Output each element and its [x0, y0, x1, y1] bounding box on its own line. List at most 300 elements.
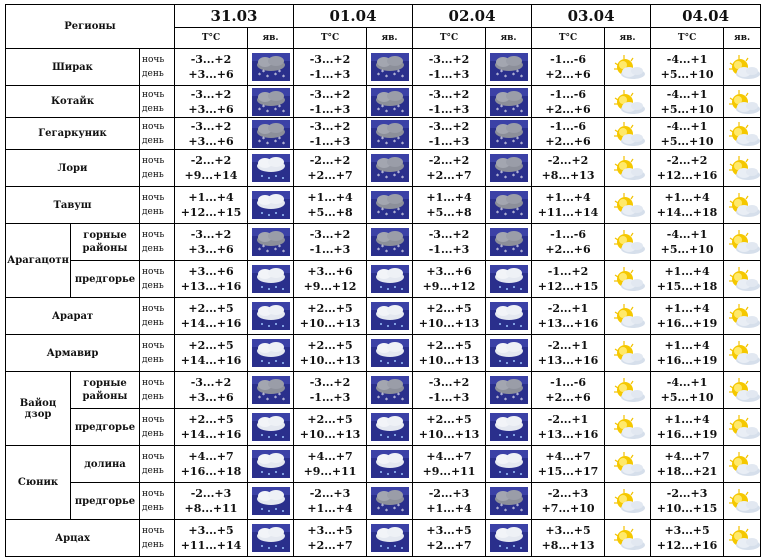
day-temp: +2...+7: [307, 539, 353, 552]
night-temp: +3...+5: [307, 524, 353, 537]
svg-text:*: *: [376, 395, 380, 402]
night-day-labels: [140, 298, 175, 335]
svg-text:*: *: [261, 135, 265, 143]
temperature-cell: [294, 150, 367, 187]
temperature-cell: [175, 150, 248, 187]
weather-icon-cell: [367, 261, 413, 298]
snow-cloud-icon: [490, 154, 528, 182]
svg-text:*: *: [257, 106, 261, 114]
snow-cloud-icon: [252, 120, 290, 148]
weather-icon-cell: [724, 224, 761, 261]
svg-text:*: *: [261, 392, 265, 399]
weather-icon-cell: [248, 187, 294, 224]
svg-text:*: *: [392, 173, 396, 180]
svg-text:*: *: [376, 247, 380, 254]
svg-text:*: *: [400, 74, 404, 81]
svg-text:*: *: [495, 106, 499, 114]
svg-text:*: *: [265, 74, 269, 81]
night-temp: -3...+2: [428, 87, 470, 101]
night-day-labels: [140, 483, 175, 520]
temperature-cell: [532, 187, 605, 224]
svg-text:*: *: [376, 138, 380, 146]
region-label: Лори: [6, 150, 140, 187]
weather-icon-cell: [248, 150, 294, 187]
sun-cloud-icon: [609, 524, 647, 552]
weather-icon-cell: [248, 446, 294, 483]
weather-icon-cell: [486, 335, 532, 372]
svg-text:*: *: [376, 106, 380, 114]
snow-cloud-icon: [490, 88, 528, 116]
day-label: день: [142, 355, 164, 365]
night-temp: +3...+5: [426, 524, 472, 537]
night-temp: +2...+5: [307, 339, 353, 352]
temperature-cell: [175, 86, 248, 118]
svg-text:*: *: [499, 244, 503, 251]
subregion-label: горные районы: [71, 372, 140, 409]
temperature-cell: [413, 150, 486, 187]
weather-icon-cell: [367, 372, 413, 409]
night-temp: -2...+2: [190, 154, 232, 167]
svg-text:*: *: [277, 135, 281, 143]
svg-text:*: *: [273, 247, 277, 254]
temperature-cell: [532, 49, 605, 86]
sun-cloud-icon: [724, 302, 761, 330]
svg-text:*: *: [495, 506, 499, 513]
weather-icon-cell: [724, 520, 761, 557]
subregion-label: предгорье: [71, 409, 140, 446]
day-temp: +5...+10: [660, 391, 714, 404]
cloud-icon: [371, 524, 409, 552]
temperature-cell: [532, 224, 605, 261]
weather-icon-cell: [605, 483, 651, 520]
day-temp: +9...+12: [303, 280, 357, 293]
region-label: Вайоц дзор: [6, 372, 71, 446]
night-temp: +1...+4: [188, 191, 234, 204]
temperature-cell: [294, 335, 367, 372]
snow-cloud-icon: [490, 487, 528, 515]
night-temp: +2...+5: [426, 413, 472, 426]
temperature-cell: [413, 520, 486, 557]
temperature-cell: [532, 86, 605, 118]
snow-cloud-icon: [371, 154, 409, 182]
night-temp: -4...+1: [666, 119, 708, 133]
night-temp: +1...+4: [545, 191, 591, 204]
day-temp: +10...+13: [299, 354, 361, 367]
svg-text:*: *: [400, 175, 404, 182]
day-temp: +16...+18: [180, 465, 242, 478]
sun-cloud-icon: [724, 487, 761, 515]
temperature-cell: [294, 187, 367, 224]
cloud-icon: [371, 265, 409, 293]
day-temp: +5...+10: [660, 68, 714, 81]
day-label: день: [142, 540, 164, 550]
night-temp: -3...+2: [428, 376, 470, 389]
night-label: ночь: [142, 489, 165, 499]
sun-cloud-icon: [609, 120, 647, 148]
night-day-labels: [140, 86, 175, 118]
sun-cloud-icon: [724, 88, 761, 116]
svg-text:*: *: [511, 138, 515, 146]
temperature-cell: [651, 520, 724, 557]
temperature-cell: [413, 224, 486, 261]
weather-icon-cell: [724, 261, 761, 298]
svg-text:*: *: [384, 397, 388, 404]
svg-text:*: *: [503, 508, 507, 515]
regions-header: Регионы: [6, 5, 175, 49]
temperature-cell: [294, 261, 367, 298]
night-temp: -2...+2: [547, 154, 589, 167]
cloud-icon: [252, 154, 290, 182]
subregion-label: горные районы: [71, 224, 140, 261]
weather-icon-cell: [605, 520, 651, 557]
day-temp: +12...+15: [537, 280, 599, 293]
snow-cloud-icon: [490, 191, 528, 219]
night-temp: -3...+2: [190, 228, 232, 241]
temperature-cell: [532, 372, 605, 409]
weather-icon-cell: [367, 520, 413, 557]
night-temp: -2...+3: [428, 487, 470, 500]
day-temp: +2...+6: [545, 68, 591, 81]
temperature-cell: [294, 372, 367, 409]
weather-icon-cell: [486, 86, 532, 118]
day-temp: +10...+13: [418, 354, 480, 367]
forecast-row: [6, 118, 761, 150]
day-temp: -1...+3: [309, 134, 351, 148]
svg-text:*: *: [384, 508, 388, 515]
day-temp: +3...+6: [188, 102, 234, 116]
night-temp: +2...+5: [188, 302, 234, 315]
day-temp: +3...+6: [188, 134, 234, 148]
weather-icon-cell: [724, 150, 761, 187]
snow-cloud-icon: [490, 53, 528, 81]
temperature-cell: [175, 446, 248, 483]
temp-header: T°C: [532, 28, 605, 49]
forecast-row: [6, 298, 761, 335]
svg-text:*: *: [495, 72, 499, 79]
day-temp: +1...+4: [426, 502, 472, 515]
night-temp: -3...+2: [190, 53, 232, 66]
night-label: ночь: [142, 267, 165, 277]
night-temp: +3...+5: [545, 524, 591, 537]
day-label: день: [142, 244, 164, 254]
day-label: день: [142, 103, 164, 114]
night-temp: +4...+7: [426, 450, 472, 463]
day-temp: +14...+16: [180, 317, 242, 330]
weather-icon-cell: [605, 49, 651, 86]
svg-text:*: *: [277, 69, 281, 76]
day-temp: +2...+6: [545, 391, 591, 404]
svg-text:*: *: [515, 392, 519, 399]
sun-cloud-icon: [724, 413, 761, 441]
svg-text:*: *: [392, 506, 396, 513]
temperature-cell: [175, 409, 248, 446]
snow-cloud-icon: [252, 53, 290, 81]
sun-cloud-icon: [724, 376, 761, 404]
svg-text:*: *: [499, 135, 503, 143]
forecast-row: [6, 224, 761, 261]
night-label: ночь: [142, 193, 165, 203]
weather-icon-cell: [724, 335, 761, 372]
day-temp: +13...+16: [537, 354, 599, 367]
weather-icon-cell: [367, 409, 413, 446]
day-temp: +8...+13: [541, 539, 595, 552]
night-temp: -4...+1: [666, 87, 708, 101]
snow-cloud-icon: [490, 228, 528, 256]
day-temp: -1...+3: [428, 102, 470, 116]
svg-text:*: *: [519, 249, 523, 256]
weather-icon-cell: [605, 446, 651, 483]
cloud-icon: [490, 524, 528, 552]
day-temp: +5...+8: [307, 206, 353, 219]
sun-cloud-icon: [609, 191, 647, 219]
temperature-cell: [532, 446, 605, 483]
svg-text:*: *: [499, 69, 503, 76]
night-temp: -2...+3: [190, 487, 232, 500]
night-temp: -1...-6: [550, 228, 587, 241]
svg-text:*: *: [277, 103, 281, 111]
night-temp: -3...+2: [428, 119, 470, 133]
temperature-cell: [651, 187, 724, 224]
svg-text:*: *: [380, 69, 384, 76]
cloud-icon: [252, 413, 290, 441]
svg-text:*: *: [511, 506, 515, 513]
forecast-row: [6, 49, 761, 86]
snow-cloud-icon: [252, 88, 290, 116]
day-temp: +10...+13: [418, 317, 480, 330]
snow-cloud-icon: [490, 120, 528, 148]
weather-icon-cell: [248, 118, 294, 150]
sun-cloud-icon: [609, 487, 647, 515]
night-temp: +3...+5: [664, 524, 710, 537]
day-temp: -1...+3: [309, 391, 351, 404]
svg-text:*: *: [384, 108, 388, 116]
snow-cloud-icon: [490, 376, 528, 404]
weather-icon-cell: [486, 49, 532, 86]
night-temp: -3...+2: [309, 376, 351, 389]
day-temp: +2...+6: [545, 134, 591, 148]
svg-text:*: *: [511, 395, 515, 402]
day-temp: +16...+19: [656, 428, 718, 441]
temperature-cell: [651, 118, 724, 150]
forecast-row: [6, 483, 761, 520]
temperature-cell: [532, 335, 605, 372]
svg-text:*: *: [384, 140, 388, 148]
temperature-cell: [413, 118, 486, 150]
svg-text:*: *: [281, 397, 285, 404]
sun-cloud-icon: [724, 154, 761, 182]
weather-icon-cell: [486, 446, 532, 483]
svg-text:*: *: [396, 244, 400, 251]
svg-text:*: *: [380, 170, 384, 177]
night-temp: -3...+2: [428, 53, 470, 66]
weather-icon-cell: [605, 86, 651, 118]
day-label: день: [142, 392, 164, 402]
svg-text:*: *: [273, 72, 277, 79]
day-temp: +10...+15: [656, 502, 718, 515]
weather-icon-cell: [367, 118, 413, 150]
day-temp: +12...+16: [656, 539, 718, 552]
day-label: день: [142, 135, 164, 146]
temperature-cell: [294, 446, 367, 483]
svg-text:*: *: [511, 173, 515, 180]
svg-text:*: *: [499, 170, 503, 177]
snow-cloud-icon: [371, 120, 409, 148]
weather-icon-cell: [724, 86, 761, 118]
temperature-cell: [175, 118, 248, 150]
night-label: ночь: [142, 55, 165, 65]
region-label: Сюник: [6, 446, 71, 520]
svg-text:*: *: [396, 207, 400, 214]
temp-header: T°C: [294, 28, 367, 49]
svg-text:*: *: [499, 103, 503, 111]
night-temp: -3...+2: [428, 228, 470, 241]
day-temp: -1...+3: [309, 102, 351, 116]
svg-text:*: *: [499, 392, 503, 399]
svg-text:*: *: [265, 108, 269, 116]
night-temp: -1...-6: [550, 87, 587, 101]
day-temp: +5...+8: [426, 206, 472, 219]
svg-text:*: *: [519, 212, 523, 219]
day-temp: -1...+3: [428, 134, 470, 148]
night-temp: +1...+4: [426, 191, 472, 204]
weather-icon-cell: [486, 150, 532, 187]
sun-cloud-icon: [724, 120, 761, 148]
night-temp: -4...+1: [666, 228, 708, 241]
night-temp: +1...+4: [307, 191, 353, 204]
svg-text:*: *: [273, 106, 277, 114]
night-day-labels: [140, 372, 175, 409]
svg-text:*: *: [495, 210, 499, 217]
day-label: день: [142, 69, 164, 79]
night-temp: -2...+2: [428, 154, 470, 167]
svg-text:*: *: [384, 175, 388, 182]
date-header: 31.03: [175, 5, 294, 28]
temperature-cell: [175, 261, 248, 298]
sun-cloud-icon: [724, 450, 761, 478]
weather-icon-cell: [248, 335, 294, 372]
svg-text:*: *: [257, 138, 261, 146]
day-temp: +3...+6: [188, 243, 234, 256]
sun-cloud-icon: [724, 339, 761, 367]
svg-text:*: *: [376, 210, 380, 217]
cloud-icon: [371, 339, 409, 367]
svg-text:*: *: [396, 135, 400, 143]
svg-text:*: *: [380, 135, 384, 143]
night-temp: -2...+2: [309, 154, 351, 167]
svg-text:*: *: [273, 138, 277, 146]
temperature-cell: [651, 446, 724, 483]
night-label: ночь: [142, 156, 165, 166]
night-temp: -2...+1: [547, 302, 589, 315]
temperature-cell: [175, 483, 248, 520]
temperature-cell: [294, 520, 367, 557]
svg-text:*: *: [519, 508, 523, 515]
day-temp: +11...+14: [180, 539, 242, 552]
svg-text:*: *: [515, 503, 519, 510]
day-label: день: [142, 466, 164, 476]
forecast-row: [6, 86, 761, 118]
cloud-icon: [371, 450, 409, 478]
day-temp: +8...+11: [184, 502, 238, 515]
region-label: Тавуш: [6, 187, 140, 224]
svg-text:*: *: [503, 175, 507, 182]
svg-text:*: *: [495, 173, 499, 180]
sun-cloud-icon: [609, 154, 647, 182]
svg-text:*: *: [380, 392, 384, 399]
temperature-cell: [175, 298, 248, 335]
day-temp: +3...+6: [188, 391, 234, 404]
night-day-labels: [140, 446, 175, 483]
night-temp: +2...+5: [307, 302, 353, 315]
night-temp: -1...-6: [550, 53, 587, 66]
weather-icon-cell: [367, 224, 413, 261]
night-label: ночь: [142, 452, 165, 462]
night-temp: +1...+4: [664, 413, 710, 426]
sun-cloud-icon: [609, 450, 647, 478]
svg-text:*: *: [400, 108, 404, 116]
forecast-row: [6, 335, 761, 372]
region-label: Котайк: [6, 86, 140, 118]
day-temp: +14...+18: [656, 206, 718, 219]
cloud-icon: [490, 450, 528, 478]
day-temp: +9...+11: [422, 465, 476, 478]
day-temp: -1...+3: [428, 68, 470, 81]
day-label: день: [142, 281, 164, 291]
svg-text:*: *: [519, 140, 523, 148]
temperature-cell: [175, 49, 248, 86]
svg-text:*: *: [273, 395, 277, 402]
cloud-icon: [371, 302, 409, 330]
region-label: Арцах: [6, 520, 140, 557]
forecast-row: [6, 150, 761, 187]
night-temp: +2...+5: [426, 302, 472, 315]
svg-text:*: *: [261, 69, 265, 76]
weather-icon-cell: [367, 335, 413, 372]
temperature-cell: [413, 261, 486, 298]
svg-text:*: *: [265, 397, 269, 404]
temperature-cell: [651, 372, 724, 409]
night-temp: -1...-6: [550, 376, 587, 389]
night-label: ночь: [142, 230, 165, 240]
day-temp: +16...+19: [656, 317, 718, 330]
day-temp: +9...+14: [184, 169, 238, 182]
temperature-cell: [294, 483, 367, 520]
night-temp: -4...+1: [666, 53, 708, 66]
weather-icon-cell: [605, 261, 651, 298]
day-temp: +5...+10: [660, 243, 714, 256]
svg-text:*: *: [400, 508, 404, 515]
temperature-cell: [532, 261, 605, 298]
day-temp: +2...+7: [426, 539, 472, 552]
temperature-cell: [413, 446, 486, 483]
temperature-cell: [175, 335, 248, 372]
weather-icon-cell: [248, 483, 294, 520]
weather-icon-cell: [248, 261, 294, 298]
day-label: день: [142, 318, 164, 328]
night-day-labels: [140, 224, 175, 261]
svg-text:*: *: [519, 74, 523, 81]
night-temp: +2...+5: [188, 339, 234, 352]
svg-text:*: *: [392, 72, 396, 79]
svg-text:*: *: [384, 74, 388, 81]
temperature-cell: [651, 261, 724, 298]
night-temp: +3...+5: [188, 524, 234, 537]
svg-text:*: *: [376, 173, 380, 180]
cloud-icon: [252, 524, 290, 552]
forecast-row: [6, 409, 761, 446]
temperature-cell: [651, 150, 724, 187]
svg-text:*: *: [257, 395, 261, 402]
